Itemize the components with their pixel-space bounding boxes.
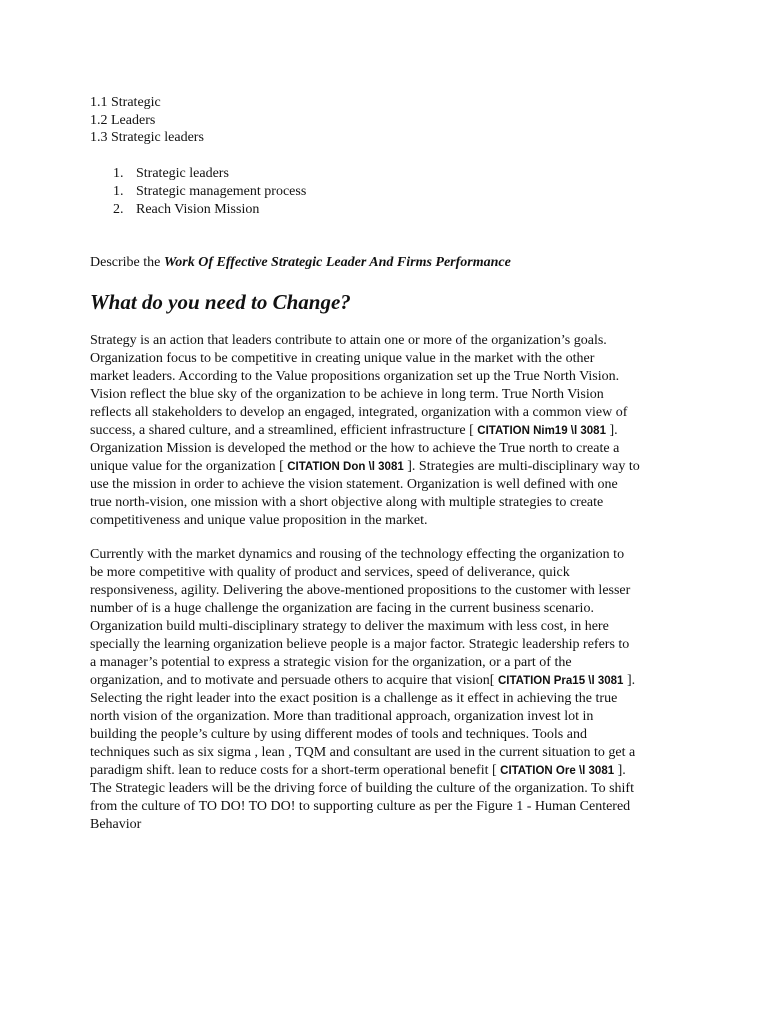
numbered-list xyxy=(113,165,306,219)
list-item xyxy=(113,183,306,201)
text-line: building the people’s culture by using different modes of tools and techniques. Tools and xyxy=(90,727,587,742)
toc-item: 1.2 Leaders xyxy=(90,112,156,128)
text-line: techniques such as six sigma , lean , TQM and consultant are used in the current situation to get a xyxy=(90,745,636,760)
text-line xyxy=(90,672,690,690)
list-number: 1. xyxy=(113,166,124,181)
text-run: success, a shared culture, and a streamlined, efficient infrastructure [ xyxy=(90,423,478,438)
text-line: Behavior xyxy=(90,817,142,832)
text-line: use the mission in order to achieve the vision statement. Organization is well defined with one xyxy=(90,477,618,492)
text-run: ]. Strategies are multi-disciplinary way to xyxy=(403,459,640,474)
text-run: ]. xyxy=(614,763,626,778)
text-line: Strategy is an action that leaders contribute to attain one or more of the organization’s goals. xyxy=(90,333,607,348)
text-run: ]. xyxy=(623,673,636,688)
text-run: unique value for the organization [ xyxy=(90,459,288,474)
text-line xyxy=(90,458,690,476)
text-line: be more competitive with quality of product and services, speed of deliverance, quick xyxy=(90,565,570,580)
toc-item: 1.1 Strategic xyxy=(90,95,161,110)
text-run: paradigm shift. lean to reduce costs for a short-term operational benefit [ xyxy=(90,763,501,778)
section-heading: What do you need to Change? xyxy=(90,290,351,314)
toc-item: 1.3 Strategic leaders xyxy=(90,130,204,145)
text-line: north vision of the organization. More than traditional approach, organization invest lot in xyxy=(90,709,594,724)
text-line: specially the learning organization believe people is a major factor. Strategic leadership refers to xyxy=(90,637,630,652)
toc-list xyxy=(90,94,204,147)
text-run: organization, and to motivate and persuade others to acquire that vision[ xyxy=(90,673,498,688)
text-line: from the culture of TO DO! TO DO! to supporting culture as per the Figure 1 - Human Centered xyxy=(90,799,631,814)
citation-field: CITATION Pra15 \l 3081 xyxy=(497,675,624,687)
list-item xyxy=(113,165,306,183)
list-text: Reach Vision Mission xyxy=(136,202,260,217)
text-line xyxy=(90,762,690,780)
text-line: Vision reflect the blue sky of the organization to be achieve in long term. True North Vision xyxy=(90,387,604,402)
describe-prefix: Describe the xyxy=(90,255,164,270)
describe-line xyxy=(90,255,511,271)
text-line: true north-vision, one mission with a short objective along with multiple strategies to create xyxy=(90,495,604,510)
paragraph-market-dynamics xyxy=(90,546,690,834)
text-line: Organization Mission is developed the method or the how to achieve the True north to create a xyxy=(90,441,620,456)
text-line xyxy=(90,422,690,440)
list-number: 1. xyxy=(113,184,124,199)
citation-field: CITATION Ore \l 3081 xyxy=(500,765,615,777)
list-text: Strategic management process xyxy=(136,184,307,199)
text-line: responsiveness, agility. Delivering the above-mentioned propositions to the customer with lesser xyxy=(90,583,631,598)
text-line: The Strategic leaders will be the driving force of building the culture of the organization. To shift xyxy=(90,781,634,796)
citation-field: CITATION Nim19 \l 3081 xyxy=(477,425,606,437)
text-line: Selecting the right leader into the exact position is a challenge as it effect in achieving the true xyxy=(90,691,618,706)
list-item xyxy=(113,201,306,219)
text-run: ]. xyxy=(605,423,618,438)
text-line: Organization build multi-disciplinary strategy to deliver the maximum with less cost, in here xyxy=(90,619,609,634)
paragraph-strategy xyxy=(90,332,690,530)
text-line: number of is a huge challenge the organization are facing in the current business scenario. xyxy=(90,601,594,616)
list-text: Strategic leaders xyxy=(136,166,229,181)
text-line: a manager’s potential to express a strategic vision for the organization, or a part of the xyxy=(90,655,572,670)
text-line: market leaders. According to the Value propositions organization set up the True North Vision. xyxy=(90,369,620,384)
describe-emphasis: Work Of Effective Strategic Leader And Firms Performance xyxy=(163,255,511,270)
citation-field: CITATION Don \l 3081 xyxy=(287,461,404,473)
text-line: Currently with the market dynamics and rousing of the technology effecting the organization to xyxy=(90,547,625,562)
text-line: reflects all stakeholders to develop an engaged, integrated, organization with a common view of xyxy=(90,405,628,420)
text-line: Organization focus to be competitive in creating unique value in the market with the other xyxy=(90,351,595,366)
text-line: competitiveness and unique value proposition in the market. xyxy=(90,513,428,528)
list-number: 2. xyxy=(113,202,124,217)
